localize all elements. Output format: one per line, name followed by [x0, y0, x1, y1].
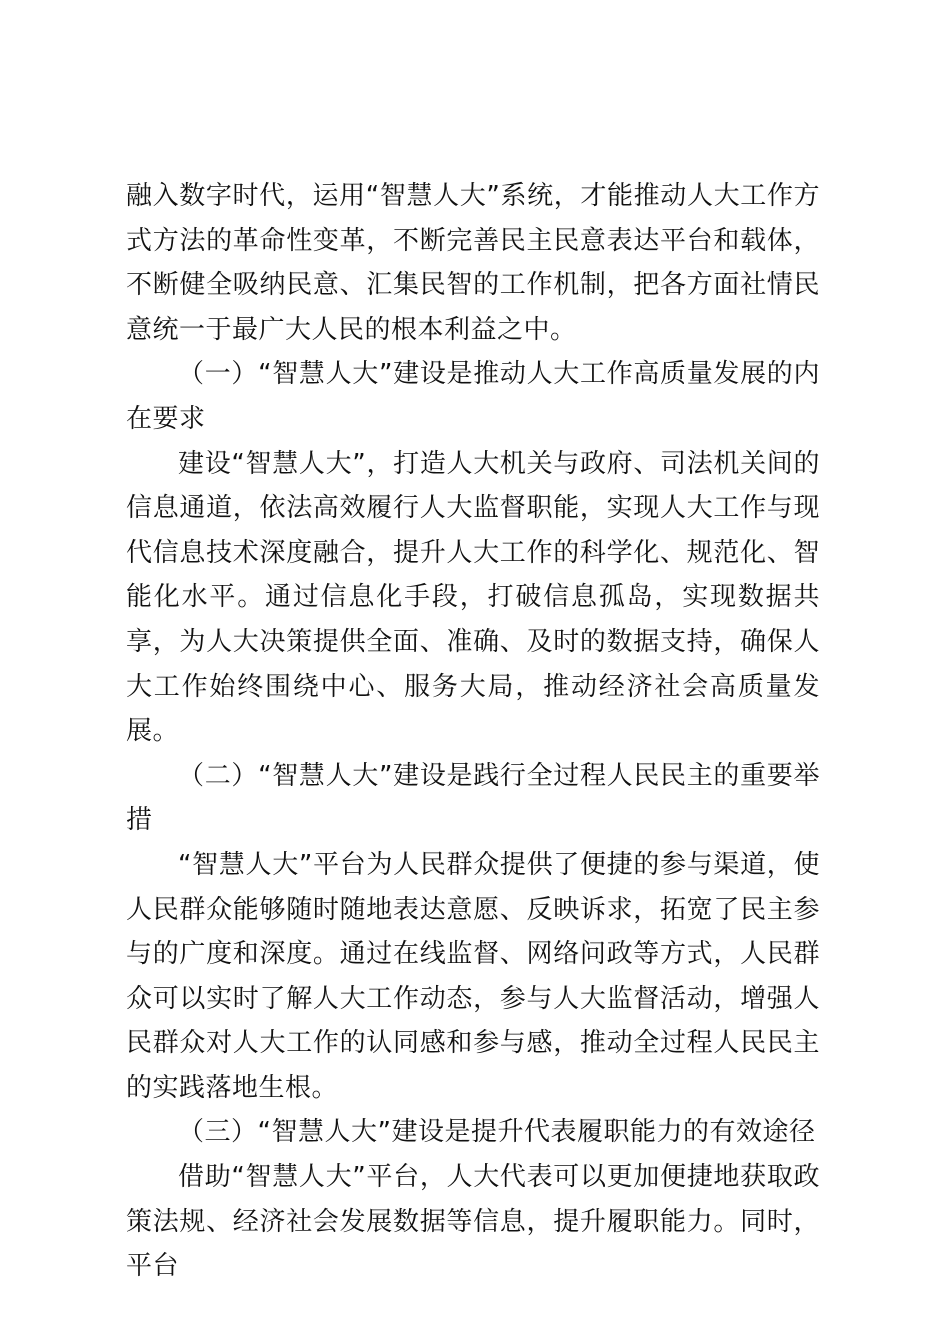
paragraph-intro: 融入数字时代，运用“智慧人大”系统，才能推动人大工作方式方法的革命性变革，不断完善民主民意表达平台和载体，不断健全吸纳民意、汇集民智的工作机制，把各方面社情民意统一于最广大人民的根本利益之中。 [126, 181, 820, 345]
paragraph-section-2: “智慧人大”平台为人民群众提供了便捷的参与渠道，使人民群众能够随时随地表达意愿、反映诉求，拓宽了民主参与的广度和深度。通过在线监督、网络问政等方式，人民群众可以实时了解人大工作动态，参与人大监督活动，增强人民群众对人大工作的认同感和参与感，推动全过程人民民主的实践落地生根。 [126, 849, 820, 1103]
section-heading-3: （三）“智慧人大”建设是提升代表履职能力的有效途径 [178, 1117, 816, 1148]
section-heading-1: （一）“智慧人大”建设是推动人大工作高质量发展的内在要求 [126, 359, 820, 434]
paragraph-section-1: 建设“智慧人大”，打造人大机关与政府、司法机关间的信息通道，依法高效履行人大监督职能，实现人大工作与现代信息技术深度融合，提升人大工作的科学化、规范化、智能化水平。通过信息化手段，打破信息孤岛，实现数据共享，为人大决策提供全面、准确、及时的数据支持，确保人大工作始终围绕中心、服务大局，推动经济社会高质量发展。 [126, 448, 820, 747]
section-heading-2: （二）“智慧人大”建设是践行全过程人民民主的重要举措 [126, 760, 820, 836]
document-page [126, 174, 820, 1289]
paragraph-section-3: 借助“智慧人大”平台，人大代表可以更加便捷地获取政策法规、经济社会发展数据等信息，提升履职能力。同时，平台 [126, 1162, 820, 1282]
